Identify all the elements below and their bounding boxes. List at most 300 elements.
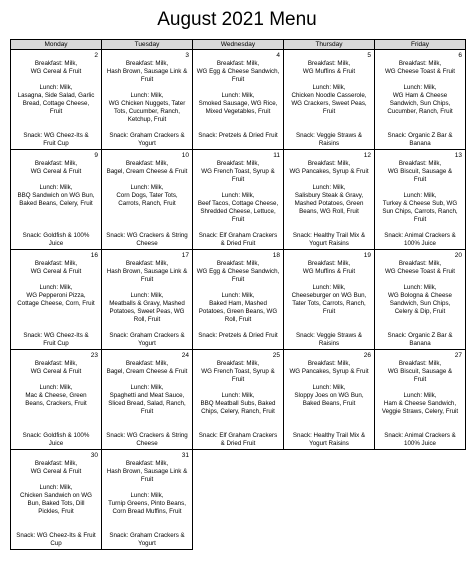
menu-line: Snack: WG Cheez-Its & (23, 332, 89, 339)
menu-line (104, 216, 190, 224)
menu-line: WG French Toast, Syrup & (201, 368, 275, 375)
menu-line (195, 124, 281, 132)
menu-line (13, 376, 99, 384)
menu-text (193, 250, 283, 340)
menu-line: Lunch: Milk, (39, 384, 73, 391)
menu-line (286, 416, 372, 424)
day-number: 31 (181, 452, 189, 459)
menu-line: Breakfast: Milk, (34, 60, 78, 67)
menu-line: Lunch: Milk, (312, 284, 346, 291)
menu-line: WG French Toast, Syrup & (201, 168, 275, 175)
day-number: 9 (94, 152, 98, 159)
menu-line (286, 176, 372, 184)
menu-line: Lunch: Milk, (221, 392, 255, 399)
menu-line: Snack: Pretzels & Dried Fruit (198, 332, 278, 339)
menu-line: WG Pancakes, Syrup & Fruit (289, 168, 369, 175)
menu-line (377, 324, 463, 332)
menu-line: Fruit (140, 408, 154, 415)
menu-line (286, 376, 372, 384)
menu-line: Fruit (49, 108, 63, 115)
menu-line: Breakfast: Milk, (125, 260, 169, 267)
menu-line: Yogurt Raisins (309, 240, 349, 247)
day-cell (375, 250, 466, 350)
menu-text (11, 250, 101, 348)
weekday-header: Thursday (284, 40, 375, 50)
menu-line: Potatoes, Sweet Peas, WG (109, 308, 185, 315)
menu-line: Snack: WG Cheez-Its & (23, 132, 89, 139)
menu-line (195, 284, 281, 292)
menu-line: Lunch: Milk, (403, 284, 437, 291)
day-cell (193, 50, 284, 150)
day-cell (11, 150, 102, 250)
day-number: 23 (90, 352, 98, 359)
menu-line: Fruit (322, 108, 336, 115)
menu-line: Sandwich, Sun Chips, (389, 100, 451, 107)
menu-text (193, 350, 283, 448)
day-number: 17 (181, 252, 189, 259)
menu-line (195, 424, 281, 432)
day-number: 30 (90, 452, 98, 459)
menu-line: Breakfast: Milk, (216, 60, 260, 67)
week-row (11, 450, 466, 550)
menu-line: Fruit (140, 76, 154, 83)
day-cell (102, 50, 193, 150)
menu-line: Breakfast: Milk, (34, 360, 78, 367)
empty-day-cell (193, 450, 284, 550)
day-number: 16 (90, 252, 98, 259)
menu-line: Banana (409, 140, 431, 147)
menu-line: & Dried Fruit (220, 240, 256, 247)
menu-text (375, 50, 465, 148)
menu-line: Snack: Animal Crackers & (384, 432, 456, 439)
menu-line: Tater Tots, Carrots, Ranch, (292, 300, 366, 307)
menu-line (13, 408, 99, 416)
menu-line (13, 216, 99, 224)
menu-line: Lunch: Milk, (312, 384, 346, 391)
day-number: 24 (181, 352, 189, 359)
menu-line: WG Cereal & Fruit (30, 68, 82, 75)
menu-line (13, 224, 99, 232)
menu-line: Snack: Graham Crackers & (109, 132, 185, 139)
day-cell (102, 250, 193, 350)
menu-text (11, 450, 101, 548)
menu-line: Fruit (140, 276, 154, 283)
menu-line: WG Cereal & Fruit (30, 268, 82, 275)
menu-line: Snack: WG Crackers & String (106, 432, 188, 439)
menu-line: Fruit (231, 376, 245, 383)
day-number: 26 (363, 352, 371, 359)
menu-line: Lunch: Milk, (221, 192, 255, 199)
menu-line: Potatoes, Green Beans, WG (198, 308, 278, 315)
menu-line (13, 316, 99, 324)
menu-line: Fruit (413, 376, 427, 383)
menu-line (377, 424, 463, 432)
menu-line: Fruit (231, 176, 245, 183)
day-cell (193, 250, 284, 350)
menu-line: Breakfast: Milk, (307, 360, 351, 367)
menu-line: Lunch: Milk, (39, 484, 73, 491)
menu-line (13, 524, 99, 532)
menu-line: WG Pepperoni Pizza, (26, 292, 86, 299)
menu-line: Lunch: Milk, (221, 292, 255, 299)
menu-line: Snack: WG Crackers & String (106, 232, 188, 239)
menu-line: Fruit Cup (43, 140, 69, 147)
menu-line: Turkey & Cheese Sub, WG (382, 200, 458, 207)
menu-line: Bread, Cottage Cheese, (22, 100, 90, 107)
menu-line: Lunch: Milk, (130, 92, 164, 99)
day-number: 10 (181, 152, 189, 159)
menu-line: & Dried Fruit (220, 440, 256, 447)
menu-line (104, 208, 190, 216)
menu-line: Lunch: Milk, (39, 84, 73, 91)
menu-line (13, 116, 99, 124)
day-number: 11 (273, 152, 280, 159)
menu-line: Corn Bread Muffins, Fruit (112, 508, 182, 515)
menu-text (102, 50, 192, 148)
menu-line: Lunch: Milk, (130, 184, 164, 191)
menu-line: Tots, Cucumber, Ranch, (113, 108, 181, 115)
day-cell (11, 450, 102, 550)
menu-line: Breakfast: Milk, (125, 360, 169, 367)
menu-line: Snack: Graham Crackers & Yogurt (109, 532, 187, 547)
menu-line: Celery & Dip, Fruit (394, 308, 446, 315)
menu-line: Lunch: Milk, (312, 84, 346, 91)
menu-line: Fruit (413, 216, 427, 223)
menu-line: Raisins (318, 340, 340, 347)
menu-line (104, 176, 190, 184)
menu-line: Turnip Greens, Pinto Beans, (108, 500, 186, 507)
menu-line: Lunch: Milk, (221, 92, 255, 99)
menu-line: WG Cereal & Fruit (30, 368, 82, 375)
menu-line: Breakfast: Milk, (398, 260, 442, 267)
day-number: 19 (363, 252, 371, 259)
menu-line: Breakfast: Milk, (307, 260, 351, 267)
menu-line (195, 416, 281, 424)
menu-line (104, 524, 190, 532)
day-cell (284, 150, 375, 250)
menu-line (104, 516, 190, 524)
menu-line (195, 84, 281, 92)
menu-line: Juice (48, 240, 64, 247)
menu-line: Breakfast: Milk, (125, 460, 169, 467)
menu-line (286, 324, 372, 332)
menu-line: Chicken Sandwich on WG (20, 492, 92, 499)
menu-line (13, 76, 99, 84)
menu-line: Lunch: Milk, (39, 184, 73, 191)
menu-line: Hash Brown, Sausage Link & (106, 68, 188, 75)
day-number: 5 (367, 52, 371, 59)
weekday-header: Monday (11, 40, 102, 50)
menu-line (377, 224, 463, 232)
menu-text (102, 150, 192, 248)
menu-line: Bagel, Cream Cheese & Fruit (106, 368, 188, 375)
menu-line: Cheeseburger on WG Bun, (291, 292, 367, 299)
menu-line: Roll, Fruit (133, 316, 161, 323)
day-cell (11, 350, 102, 450)
menu-line: Breakfast: Milk, (34, 160, 78, 167)
menu-line: Carrots, Ranch, Fruit (118, 200, 176, 207)
menu-line: WG Muffins & Fruit (302, 68, 356, 75)
menu-line: Lunch: Milk, (403, 192, 437, 199)
day-number: 25 (272, 352, 280, 359)
weekday-header-row (11, 40, 466, 50)
menu-text (193, 50, 283, 140)
day-number: 2 (94, 52, 98, 59)
menu-line: Corn Dogs, Tater Tots, (116, 192, 178, 199)
menu-line: Breakfast: Milk, (398, 360, 442, 367)
menu-line: Snack: Pretzels & Dried Fruit (198, 132, 278, 139)
day-cell (193, 150, 284, 250)
menu-line (377, 384, 463, 392)
menu-line: Hash Brown, Sausage Link & (106, 468, 188, 475)
menu-line: Lunch: Milk, (130, 292, 164, 299)
menu-text (284, 350, 374, 448)
empty-day-cell (284, 450, 375, 550)
day-cell (11, 250, 102, 350)
menu-line (286, 408, 372, 416)
menu-line: WG Cheese Toast & Fruit (384, 68, 456, 75)
menu-line (377, 416, 463, 424)
menu-line: Pickles, Fruit (38, 508, 74, 515)
menu-line (13, 516, 99, 524)
menu-line: Lunch: Milk, (403, 392, 437, 399)
menu-line: Bagel, Cream Cheese & Fruit (106, 168, 188, 175)
week-row (11, 150, 466, 250)
menu-line: Lunch: Milk, (312, 184, 346, 191)
menu-line: 100% Juice (404, 440, 436, 447)
menu-line: Snack: Elf Graham Crackers (198, 432, 278, 439)
day-cell (284, 250, 375, 350)
page-title: August 2021 Menu (157, 9, 317, 30)
menu-line: Meatballs & Gravy, Mashed (109, 300, 185, 307)
menu-line: WG Cheese Toast & Fruit (384, 268, 456, 275)
menu-line (286, 76, 372, 84)
menu-line: Snack: Graham Crackers & (109, 332, 185, 339)
menu-line (13, 324, 99, 332)
menu-line (286, 424, 372, 432)
menu-line: Mashed Potatoes, Green (294, 200, 364, 207)
menu-line: Lunch: Milk, (403, 84, 437, 91)
menu-line (377, 76, 463, 84)
menu-line: Lunch: Milk, (39, 284, 73, 291)
menu-line: Breakfast: Milk, (34, 260, 78, 267)
day-cell (102, 450, 193, 550)
menu-text (284, 50, 374, 148)
menu-line (377, 124, 463, 132)
week-row (11, 250, 466, 350)
menu-line: Breakfast: Milk, (125, 160, 169, 167)
menu-line: Breakfast: Milk, (398, 60, 442, 67)
menu-line (195, 324, 281, 332)
menu-text (102, 350, 192, 448)
menu-line: Lunch: Milk, (130, 492, 164, 499)
day-number: 12 (363, 152, 371, 159)
menu-line (377, 116, 463, 124)
menu-line: Snack: Goldfish & 100% (22, 232, 90, 239)
menu-line (195, 384, 281, 392)
day-cell (193, 350, 284, 450)
menu-line: Chicken Noodle Casserole, (291, 92, 367, 99)
day-number: 13 (454, 152, 462, 159)
day-number: 6 (458, 52, 462, 59)
menu-line: Breakfast: Milk, (34, 460, 78, 467)
menu-line: Raisins (318, 140, 340, 147)
menu-line: WG Chicken Nuggets, Tater (108, 100, 186, 107)
menu-line: Snack: Healthy Trail Mix & (292, 432, 366, 439)
menu-line: Smoked Sausage, WG Rice, (198, 100, 278, 107)
menu-line: Sun Chips, Carrots, Ranch, (382, 208, 458, 215)
menu-line: 100% Juice (404, 240, 436, 247)
menu-line: Fruit (231, 216, 245, 223)
menu-line: Cheese (136, 440, 158, 447)
menu-line: Breakfast: Milk, (398, 160, 442, 167)
menu-text (193, 150, 283, 248)
menu-text (11, 150, 101, 248)
menu-text (11, 350, 101, 448)
menu-line (286, 316, 372, 324)
menu-line: Cheese (136, 240, 158, 247)
menu-line: Fruit (140, 476, 154, 483)
menu-line: Hash Brown, Sausage Link & (106, 268, 188, 275)
menu-line: Beans, WG Roll, Fruit (299, 208, 359, 215)
menu-line: Chips, Celery, Ranch, Fruit (201, 408, 275, 415)
menu-line (286, 276, 372, 284)
menu-line: Breakfast: Milk, (307, 160, 351, 167)
menu-text (284, 150, 374, 248)
menu-line: WG Pancakes, Syrup & Fruit (289, 368, 369, 375)
menu-line: WG Biscuit, Sausage & (387, 168, 453, 175)
day-number: 3 (185, 52, 189, 59)
menu-line (104, 324, 190, 332)
day-number: 20 (454, 252, 462, 259)
menu-text (375, 150, 465, 248)
weekday-header: Tuesday (102, 40, 193, 50)
menu-line: Snack: Elf Graham Crackers (198, 232, 278, 239)
menu-line: Yogurt (138, 340, 156, 347)
menu-line (104, 224, 190, 232)
menu-line: BBQ Meatball Subs, Baked (200, 400, 276, 407)
menu-line (13, 308, 99, 316)
menu-line (104, 376, 190, 384)
menu-line: WG Bologna & Cheese (388, 292, 452, 299)
menu-line: Beef Tacos, Cottage Cheese, (197, 200, 279, 207)
menu-line: Juice (48, 440, 64, 447)
menu-line: Snack: Veggie Straws & (295, 132, 363, 139)
menu-line: Sliced Bread, Salad, Ranch, (108, 400, 186, 407)
menu-line: Breakfast: Milk, (216, 260, 260, 267)
menu-line: Snack: Organic Z Bar & (387, 332, 453, 339)
menu-line (286, 124, 372, 132)
menu-line: Lunch: Milk, (130, 384, 164, 391)
menu-calendar (10, 39, 466, 550)
menu-line (13, 124, 99, 132)
menu-line (13, 176, 99, 184)
menu-line (286, 224, 372, 232)
menu-line: Baked Ham, Mashed (209, 300, 267, 307)
weekday-header: Wednesday (193, 40, 284, 50)
empty-day-cell (375, 450, 466, 550)
menu-line: Lasagna, Side Salad, Garlic (17, 92, 95, 99)
menu-line: Breakfast: Milk, (216, 160, 260, 167)
menu-line (13, 476, 99, 484)
day-cell (102, 150, 193, 250)
menu-line: Breakfast: Milk, (216, 360, 260, 367)
menu-line: BBQ Sandwich on WG Bun, (17, 192, 95, 199)
menu-line (377, 316, 463, 324)
day-cell (375, 150, 466, 250)
day-number: 27 (454, 352, 462, 359)
menu-line: Sandwich, Sun Chips, (389, 300, 451, 307)
menu-line: WG Biscuit, Sausage & (387, 368, 453, 375)
menu-line: Fruit Cup (43, 340, 69, 347)
menu-line: Veggie Straws, Celery, Fruit (381, 408, 459, 415)
menu-line: Mixed Vegetables, Fruit (205, 108, 271, 115)
menu-text (375, 350, 465, 448)
menu-line (13, 424, 99, 432)
menu-line: Yogurt (138, 140, 156, 147)
menu-line (13, 416, 99, 424)
menu-line: Snack: Animal Crackers & (384, 232, 456, 239)
menu-line (104, 424, 190, 432)
menu-text (102, 250, 192, 348)
menu-line (286, 216, 372, 224)
menu-line: Sloppy Joes on WG Bun, (294, 392, 364, 399)
day-cell (284, 50, 375, 150)
menu-line (13, 276, 99, 284)
day-cell (11, 50, 102, 150)
menu-text (284, 250, 374, 348)
menu-line: Cup (50, 540, 62, 547)
menu-line: Yogurt Raisins (309, 440, 349, 447)
menu-line: Snack: Goldfish & 100% (22, 432, 90, 439)
menu-line (195, 184, 281, 192)
menu-line: Cucumber, Ranch, Fruit (387, 108, 453, 115)
menu-line: Snack: Healthy Trail Mix & (292, 232, 366, 239)
day-number: 18 (272, 252, 280, 259)
menu-line: Fruit (413, 176, 427, 183)
menu-line: WG Egg & Cheese Sandwich, (196, 268, 280, 275)
menu-line: Breakfast: Milk, (125, 60, 169, 67)
menu-line: Banana (409, 340, 431, 347)
menu-line: WG Egg & Cheese Sandwich, (196, 68, 280, 75)
day-number: 4 (276, 52, 280, 59)
day-cell (102, 350, 193, 450)
menu-line (104, 484, 190, 492)
menu-line: WG Cereal & Fruit (30, 168, 82, 175)
menu-line (195, 116, 281, 124)
day-cell (375, 350, 466, 450)
menu-line: Baked Beans, Celery, Fruit (19, 200, 93, 207)
menu-line: Snack: Veggie Straws & (295, 332, 363, 339)
menu-line: Mac & Cheese, Green (25, 392, 87, 399)
menu-line: Roll, Fruit (224, 316, 252, 323)
menu-line (104, 84, 190, 92)
menu-line: Bun, Baked Tots, Dill (27, 500, 85, 507)
menu-line: Beans, Crackers, Fruit (25, 400, 87, 407)
week-row (11, 50, 466, 150)
menu-line: WG Crackers, Sweet Peas, (291, 100, 367, 107)
menu-line: Ham & Cheese Sandwich, (383, 400, 457, 407)
week-row (11, 350, 466, 450)
menu-line (13, 208, 99, 216)
menu-line: Fruit (231, 76, 245, 83)
menu-line (104, 124, 190, 132)
menu-line: WG Ham & Cheese (392, 92, 448, 99)
menu-text (375, 250, 465, 348)
menu-line: Spaghetti and Meat Sauce, (109, 392, 185, 399)
menu-text (102, 450, 192, 548)
menu-line (104, 284, 190, 292)
